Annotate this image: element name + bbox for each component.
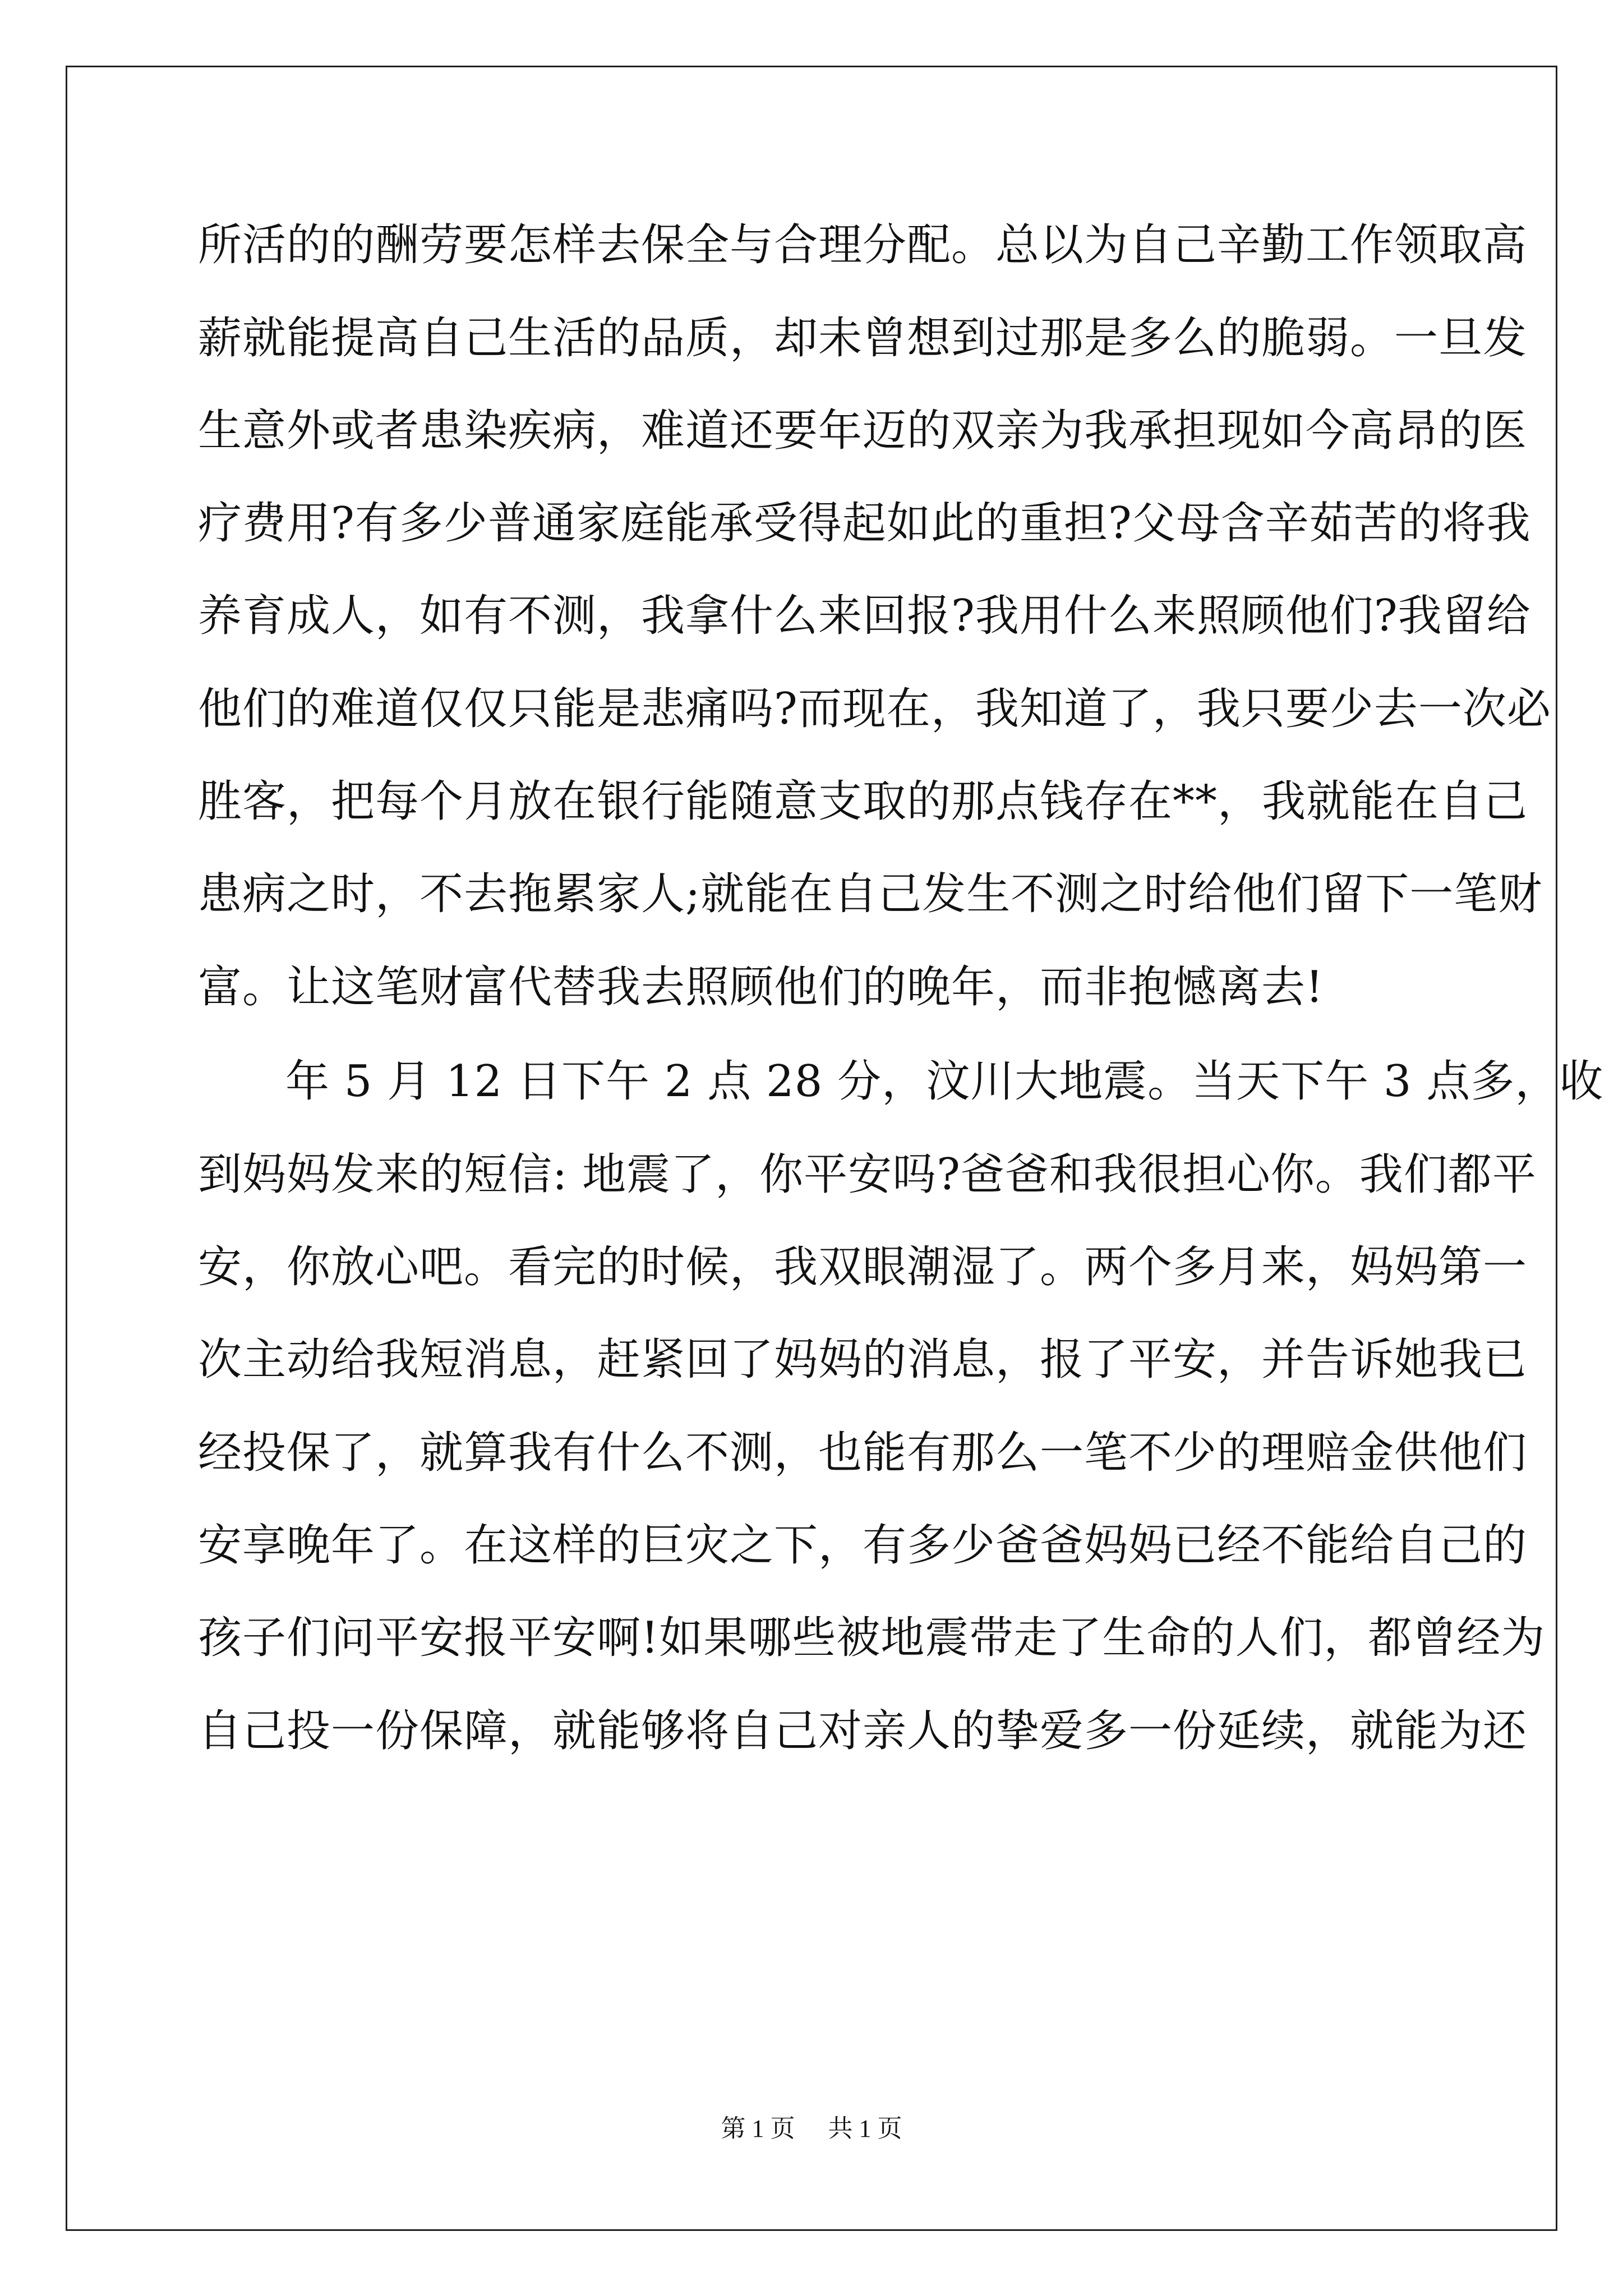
paragraph-2-line-5: 经投保了，就算我有什么不测，也能有那么一笔不少的理赔金供他们 <box>198 1428 1528 1478</box>
paragraph-1-line-6: 他们的难道仅仅只能是悲痛吗?而现在，我知道了，我只要少去一次必 <box>198 684 1551 734</box>
page-number: 第 1 页 <box>721 2115 795 2142</box>
paragraph-2-line-6: 安享晚年了。在这样的巨灾之下，有多少爸爸妈妈已经不能给自己的 <box>198 1520 1528 1571</box>
paragraph-2-line-3: 安，你放心吧。看完的时候，我双眼潮湿了。两个多月来，妈妈第一 <box>198 1242 1528 1292</box>
paragraph-1-line-4: 疗费用?有多少普通家庭能承受得起如此的重担?父母含辛茹苦的将我 <box>198 498 1531 549</box>
paragraph-1-line-2: 薪就能提高自己生活的品质，却未曾想到过那是多么的脆弱。一旦发 <box>198 313 1528 364</box>
page-footer <box>0 2112 1623 2146</box>
page-total: 共 1 页 <box>828 2115 902 2142</box>
paragraph-2-line-8: 自己投一份保障，就能够将自己对亲人的挚爱多一份延续，就能为还 <box>198 1706 1528 1756</box>
paragraph-2-line-7: 孩子们问平安报平安啊!如果哪些被地震带走了生命的人们，都曾经为 <box>198 1613 1546 1663</box>
paragraph-1-line-9: 富。让这笔财富代替我去照顾他们的晚年，而非抱憾离去! <box>198 962 1324 1013</box>
paragraph-2-line-4: 次主动给我短消息，赶紧回了妈妈的消息，报了平安，并告诉她我已 <box>198 1335 1528 1385</box>
paragraph-2-line-2: 到妈妈发来的短信: 地震了，你平安吗?爸爸和我很担心你。我们都平 <box>198 1149 1537 1200</box>
paragraph-2-line-1: 年 5 月 12 日下午 2 点 28 分，汶川大地震。当天下午 3 点多，收 <box>285 1056 1604 1107</box>
paragraph-1-line-7: 胜客，把每个月放在银行能随意支取的那点钱存在**，我就能在自己 <box>198 776 1528 827</box>
paragraph-1-line-8: 患病之时，不去拖累家人;就能在自己发生不测之时给他们留下一笔财 <box>198 869 1543 919</box>
paragraph-1-line-5: 养育成人，如有不测，我拿什么来回报?我用什么来照顾他们?我留给 <box>198 591 1531 641</box>
paragraph-1-line-3: 生意外或者患染疾病，难道还要年迈的双亲为我承担现如今高昂的医 <box>198 406 1528 456</box>
paragraph-1-line-1: 所活的的酬劳要怎样去保全与合理分配。总以为自己辛勤工作领取高 <box>198 220 1528 270</box>
